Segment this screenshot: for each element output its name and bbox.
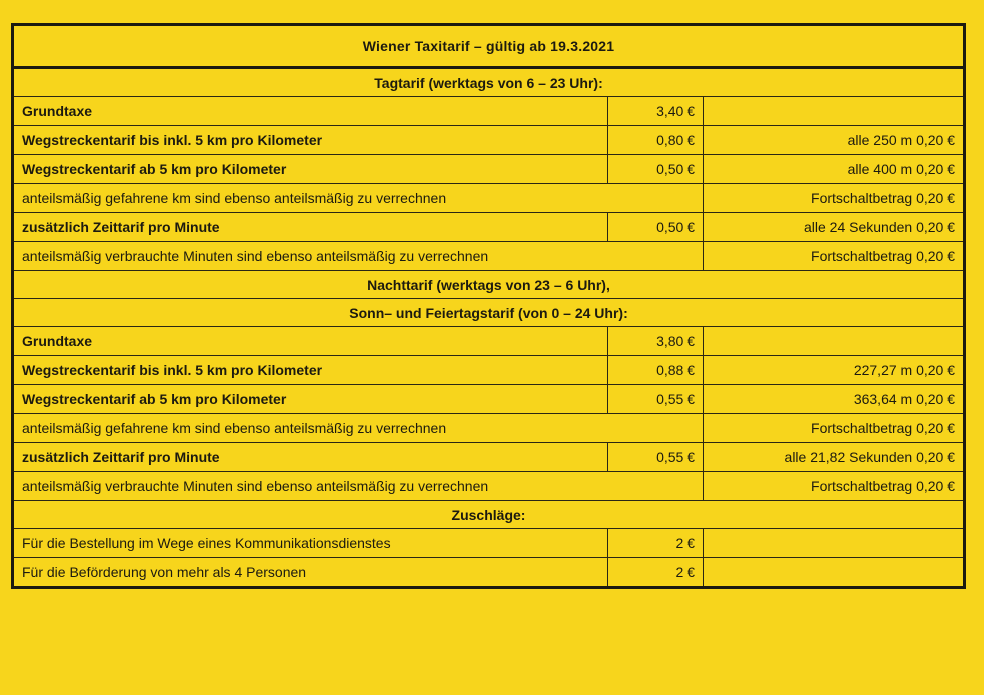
section-heading-row [13, 271, 965, 299]
row-step: alle 24 Sekunden 0,20 € [704, 213, 965, 242]
row-price: 0,80 € [608, 126, 704, 155]
row-price: 0,55 € [608, 385, 704, 414]
row-step: 363,64 m 0,20 € [704, 385, 965, 414]
row-note: anteilsmäßig verbrauchte Minuten sind ebenso anteilsmäßig zu verrechnen [13, 472, 704, 501]
row-label: Grundtaxe [13, 97, 608, 126]
holiday-tariff-heading: Sonn– und Feiertagstarif (von 0 – 24 Uhr): [13, 299, 965, 327]
row-empty [704, 529, 965, 558]
row-label: Für die Bestellung im Wege eines Kommunikationsdienstes [13, 529, 608, 558]
row-note: anteilsmäßig verbrauchte Minuten sind ebenso anteilsmäßig zu verrechnen [13, 242, 704, 271]
row-label: Wegstreckentarif ab 5 km pro Kilometer [13, 385, 608, 414]
row-step: alle 250 m 0,20 € [704, 126, 965, 155]
page-title: Wiener Taxitarif – gültig ab 19.3.2021 [13, 25, 965, 68]
table-row [13, 184, 965, 213]
row-step: Fortschaltbetrag 0,20 € [704, 184, 965, 213]
section-heading-row [13, 68, 965, 97]
row-step: Fortschaltbetrag 0,20 € [704, 472, 965, 501]
tariff-table [11, 23, 966, 589]
row-price: 0,55 € [608, 443, 704, 472]
row-price: 2 € [608, 529, 704, 558]
table-row [13, 126, 965, 155]
table-row [13, 443, 965, 472]
table-row [13, 558, 965, 588]
surcharges-heading: Zuschläge: [13, 501, 965, 529]
row-price: 3,40 € [608, 97, 704, 126]
section-heading-row [13, 501, 965, 529]
title-row [13, 25, 965, 68]
table-row [13, 97, 965, 126]
row-label: Für die Beförderung von mehr als 4 Personen [13, 558, 608, 588]
row-label: Wegstreckentarif ab 5 km pro Kilometer [13, 155, 608, 184]
row-step: Fortschaltbetrag 0,20 € [704, 414, 965, 443]
section-heading-row [13, 299, 965, 327]
row-label: Wegstreckentarif bis inkl. 5 km pro Kilometer [13, 126, 608, 155]
row-label: zusätzlich Zeittarif pro Minute [13, 443, 608, 472]
row-label: zusätzlich Zeittarif pro Minute [13, 213, 608, 242]
day-tariff-heading: Tagtarif (werktags von 6 – 23 Uhr): [13, 68, 965, 97]
row-label: Wegstreckentarif bis inkl. 5 km pro Kilometer [13, 356, 608, 385]
row-step: alle 21,82 Sekunden 0,20 € [704, 443, 965, 472]
row-step: alle 400 m 0,20 € [704, 155, 965, 184]
row-price: 3,80 € [608, 327, 704, 356]
table-row [13, 385, 965, 414]
row-label: Grundtaxe [13, 327, 608, 356]
row-step: Fortschaltbetrag 0,20 € [704, 242, 965, 271]
row-step [704, 97, 965, 126]
table-row [13, 155, 965, 184]
row-step [704, 327, 965, 356]
row-note: anteilsmäßig gefahrene km sind ebenso anteilsmäßig zu verrechnen [13, 414, 704, 443]
row-price: 0,50 € [608, 213, 704, 242]
row-price: 2 € [608, 558, 704, 588]
row-note: anteilsmäßig gefahrene km sind ebenso anteilsmäßig zu verrechnen [13, 184, 704, 213]
row-step: 227,27 m 0,20 € [704, 356, 965, 385]
table-row [13, 213, 965, 242]
row-price: 0,88 € [608, 356, 704, 385]
table-row [13, 472, 965, 501]
table-row [13, 414, 965, 443]
table-row [13, 356, 965, 385]
table-row [13, 327, 965, 356]
table-row [13, 529, 965, 558]
table-row [13, 242, 965, 271]
row-price: 0,50 € [608, 155, 704, 184]
night-tariff-heading: Nachttarif (werktags von 23 – 6 Uhr), [13, 271, 965, 299]
row-empty [704, 558, 965, 588]
